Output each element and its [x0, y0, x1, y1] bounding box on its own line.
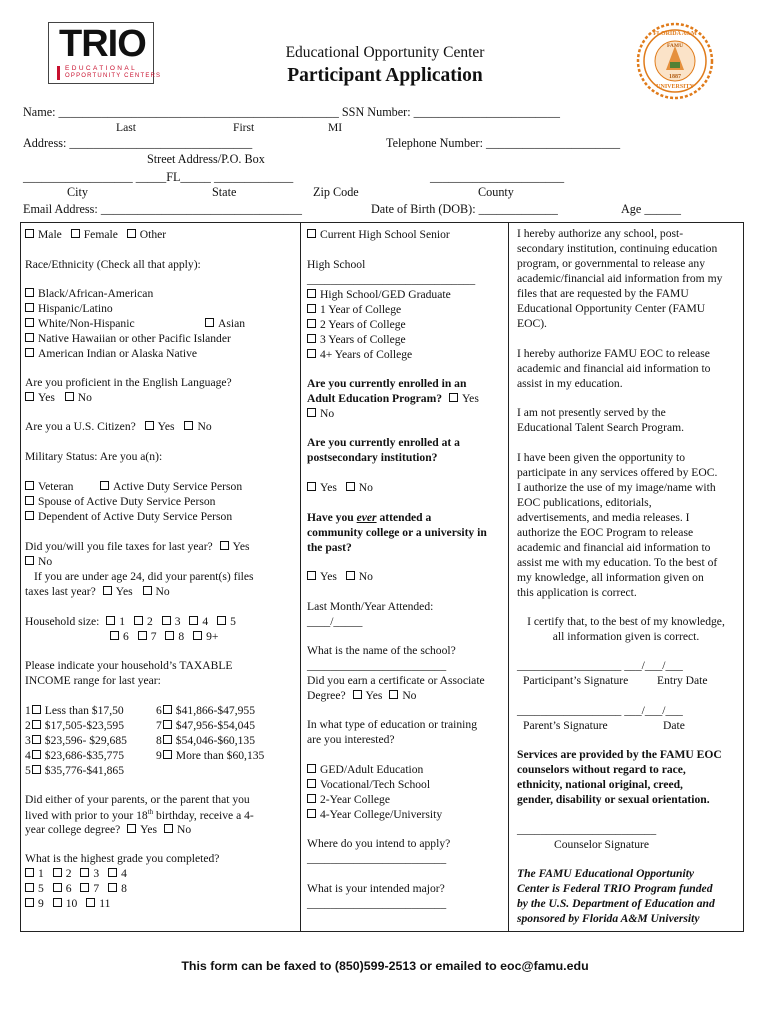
postsecondary-answers: Yes No [307, 481, 373, 494]
military-active-duty[interactable]: Active Duty Service Person [100, 480, 242, 493]
english-question: Are you proficient in the English Language? [25, 376, 232, 389]
last-attended-label: Last Month/Year Attended: [307, 600, 434, 613]
hs-senior-option[interactable]: Current High School Senior [307, 228, 450, 241]
race-option-pacific[interactable]: Native Hawaiian or other Pacific Islander [25, 332, 231, 345]
label-county: County [478, 185, 514, 199]
interest-4-year[interactable]: 4-Year College/University [307, 808, 442, 821]
interest-ged[interactable]: GED/Adult Education [307, 763, 423, 776]
label-street: Street Address/P.O. Box [147, 152, 265, 166]
apply-question: Where do you intend to apply? [307, 837, 451, 850]
hh-6-checkbox[interactable] [110, 631, 119, 640]
cc-question-3: the past? [307, 541, 352, 554]
grade-row-2: 5 6 7 8 [25, 882, 127, 895]
grade-question: What is the highest grade you completed? [25, 852, 220, 865]
household-row: Household size: 1 2 3 4 5 [25, 615, 236, 628]
edu-hs-grad[interactable]: High School/GED Graduate [307, 288, 451, 301]
hh-1-checkbox[interactable] [106, 616, 115, 625]
telephone-field[interactable]: Telephone Number: ______________________ [386, 136, 621, 150]
edu-1-year[interactable]: 1 Year of College [307, 303, 401, 316]
footer-contact: This form can be faxed to (850)599-2513 or emailed to eoc@famu.edu [181, 959, 589, 973]
race-option-native[interactable]: American Indian or Alaska Native [25, 347, 197, 360]
apply-field[interactable]: ________________________ [307, 852, 447, 865]
label-city: City [67, 185, 88, 199]
counselor-signature-label: Counselor Signature [554, 838, 649, 851]
major-field[interactable]: ________________________ [307, 897, 447, 910]
parent-taxes-yes-checkbox[interactable] [103, 586, 112, 595]
seal-bottom-text: UNIVERSITY [656, 84, 694, 90]
income-option-8[interactable]: 8 $54,046-$60,135 [156, 734, 256, 747]
header-center: Educational Opportunity Center [285, 44, 485, 61]
taxes-row: Did you/will you file taxes for last year? Yes [25, 540, 250, 553]
city-state-zip-field[interactable]: __________________ _____FL_____ _____________ [23, 170, 294, 184]
race-option-black[interactable]: Black/African-American [25, 287, 153, 300]
dob-field[interactable]: Date of Birth (DOB): _____________ [371, 202, 558, 216]
race-option-white[interactable]: White/Non-Hispanic [25, 317, 135, 330]
school-name-field[interactable]: ________________________ [307, 659, 447, 672]
hh-3-checkbox[interactable] [162, 616, 171, 625]
taxes-no[interactable]: No [25, 555, 52, 568]
cc-question: Have you ever attended a [307, 511, 432, 524]
parents-yes-checkbox[interactable] [127, 824, 136, 833]
address-field[interactable]: Address: ______________________________ [23, 136, 253, 150]
label-mi: MI [328, 121, 343, 134]
high-school-label: High School [307, 258, 366, 271]
counselor-signature-field[interactable]: ________________________ [517, 823, 657, 836]
postsecondary-no-checkbox[interactable] [346, 482, 355, 491]
income-option-4[interactable]: 4 $23,686-$35,775 [25, 749, 125, 762]
military-veteran[interactable]: Veteran [25, 480, 73, 493]
income-option-7[interactable]: 7 $47,956-$54,045 [156, 719, 256, 732]
age-field[interactable]: Age ______ [621, 202, 681, 216]
english-yes-checkbox[interactable] [25, 392, 34, 401]
adult-ed-yes-checkbox[interactable] [449, 393, 458, 402]
military-spouse[interactable]: Spouse of Active Duty Service Person [25, 495, 215, 508]
page-title: Participant Application [287, 65, 483, 86]
parents-question-1: Did either of your parents, or the parent that you [25, 793, 250, 806]
hh-8-checkbox[interactable] [165, 631, 174, 640]
grade-6-checkbox[interactable] [53, 883, 62, 892]
participant-signature-field[interactable]: __________________ ___/___/___ [517, 659, 683, 672]
military-question: Military Status: Are you a(n): [25, 450, 163, 463]
email-field[interactable]: Email Address: _________________________________ [23, 202, 302, 216]
trio-logo-wordmark: TRIO [59, 23, 146, 65]
middle-column [300, 222, 509, 932]
gender-row [25, 228, 166, 241]
income-option-1[interactable]: 1 Less than $17,50 [25, 704, 124, 717]
parents-question-2: lived with prior to your 18th birthday, receive a 4- [25, 808, 254, 822]
other-label: Other [139, 228, 167, 241]
entry-date-label: Entry Date [657, 674, 708, 687]
parent-signature-field[interactable]: __________________ ___/___/___ [517, 704, 683, 717]
taxes-yes-checkbox[interactable] [220, 541, 229, 550]
adult-ed-no[interactable]: No [307, 407, 334, 420]
grade-7-checkbox[interactable] [80, 883, 89, 892]
postsecondary-question: Are you currently enrolled at a [307, 436, 460, 449]
grade-8-checkbox[interactable] [108, 883, 117, 892]
male-checkbox[interactable] [25, 229, 34, 238]
edu-3-years[interactable]: 3 Years of College [307, 333, 406, 346]
cc-answers: Yes No [307, 570, 373, 583]
income-option-9[interactable]: 9 More than $60,135 [156, 749, 265, 762]
female-checkbox[interactable] [71, 229, 80, 238]
edu-4-years[interactable]: 4+ Years of College [307, 348, 412, 361]
under24-question: If you are under age 24, did your parent(s) files [34, 570, 254, 583]
postsecondary-yes-checkbox[interactable] [307, 482, 316, 491]
parent-taxes-no-checkbox[interactable] [143, 586, 152, 595]
adult-ed-row: Adult Education Program? Yes [307, 392, 479, 405]
income-option-3[interactable]: 3 $23,596- $29,685 [25, 734, 127, 747]
under24-row: taxes last year? Yes No [25, 585, 170, 598]
left-column [20, 222, 301, 932]
edu-2-years[interactable]: 2 Years of College [307, 318, 406, 331]
citizen-row: Are you a U.S. Citizen? Yes No [25, 420, 212, 433]
adult-ed-question: Are you currently enrolled in an [307, 377, 467, 390]
parents-row: year college degree? Yes No [25, 823, 192, 836]
grade-row-3: 9 10 11 [25, 897, 110, 910]
income-question-2: INCOME range for last year: [25, 674, 161, 687]
last-attended-field[interactable]: ____/_____ [307, 615, 363, 628]
military-dependent[interactable]: Dependent of Active Duty Service Person [25, 510, 232, 523]
trio-logo-sub2: OPPORTUNITY CENTERS [65, 73, 162, 79]
grade-9-checkbox[interactable] [25, 898, 34, 907]
seal-year: 1887 [669, 74, 681, 80]
income-option-2[interactable]: 2 $17,505-$23,595 [25, 719, 125, 732]
major-question: What is your intended major? [307, 882, 445, 895]
hh-5-checkbox[interactable] [217, 616, 226, 625]
income-option-5[interactable]: 5 $35,776-$41,865 [25, 764, 125, 777]
hh-9-checkbox[interactable] [193, 631, 202, 640]
citizen-yes-checkbox[interactable] [145, 421, 154, 430]
hh-7-checkbox[interactable] [138, 631, 147, 640]
grade-4-checkbox[interactable] [108, 868, 117, 877]
hh-4-checkbox[interactable] [189, 616, 198, 625]
female-label: Female [83, 228, 118, 241]
seal-top-text: FLORIDA A&M [653, 31, 697, 37]
right-column: I hereby authorize any school, post- secondary institution, continuing education program, or governmental to release any academic/financial aid information from my files that are requested by the FAMU Educational Opportunity Center (FAMU EOC). I hereby authorize FAMU EOC to release academic and financial aid information to assist in my education. I am not presently served by the Educational Talent Search Program. I have been given the opportunity to participate in any services offered by EOC. I authorize the use of my image/name with EOC publications, editorials, advertisements, and media releases. I authorize the EOC Program to release academic and financial aid information to assist me with my education. To the best of my knowledge, all information given on this application is correct. I certify that, to the best of my knowledge, all information given is correct. __________________ ___/___/___ Participant’s Signature Entry Date __________________ ___/___/___ Parent’s Signature Date Services are provided by the FAMU EOC counselors without regard to race, ethnicity, national original, creed, gender, disability or sexual orientation. ________________________ Counselor Signature The FAMU Educational Opportunity Center is Federal TRIO Program funded by the U.S. Department of Education and sponsored by Florida A&M University [508, 222, 744, 932]
interest-question-2: are you interested? [307, 733, 395, 746]
certificate-row: Degree? Yes No [307, 689, 417, 702]
date-label: Date [663, 719, 685, 732]
label-zip: Zip Code [313, 185, 359, 199]
certificate-question: Did you earn a certificate or Associate [307, 674, 485, 687]
cc-yes-checkbox[interactable] [307, 571, 316, 580]
interest-vocational[interactable]: Vocational/Tech School [307, 778, 430, 791]
income-option-6[interactable]: 6 $41,866-$47,955 [156, 704, 256, 717]
label-last: Last [116, 121, 136, 134]
citizen-no-checkbox[interactable] [184, 421, 193, 430]
trio-logo-sub1: EDUCATIONAL [65, 65, 138, 72]
english-no-checkbox[interactable] [65, 392, 74, 401]
race-option-asian[interactable]: Asian [205, 317, 245, 330]
income-question: Please indicate your household’s TAXABLE [25, 659, 233, 672]
county-field[interactable]: ______________________ [430, 170, 565, 184]
label-first: First [233, 121, 255, 134]
race-label: Race/Ethnicity (Check all that apply): [25, 258, 201, 271]
cc-no-checkbox[interactable] [346, 571, 355, 580]
english-answers: Yes No [25, 391, 92, 404]
participant-signature-label: Participant’s Signature [523, 674, 629, 687]
grade-10-checkbox[interactable] [53, 898, 62, 907]
household-row-2: 6 7 8 9+ [110, 630, 218, 643]
grade-1-checkbox[interactable] [25, 868, 34, 877]
race-option-hispanic[interactable]: Hispanic/Latino [25, 302, 113, 315]
high-school-field[interactable]: _____________________________ [307, 273, 476, 286]
parent-signature-label: Parent’s Signature [523, 719, 608, 732]
grade-row-1: 1 2 3 4 [25, 867, 127, 880]
seal-inner-text: FAMU [666, 43, 684, 49]
grade-2-checkbox[interactable] [53, 868, 62, 877]
school-name-question: What is the name of the school? [307, 644, 456, 657]
interest-question: In what type of education or training [307, 718, 477, 731]
parents-no-checkbox[interactable] [164, 824, 173, 833]
grade-5-checkbox[interactable] [25, 883, 34, 892]
certificate-no-checkbox[interactable] [389, 690, 398, 699]
postsecondary-question-2: postsecondary institution? [307, 451, 438, 464]
interest-2-year[interactable]: 2-Year College [307, 793, 390, 806]
grade-3-checkbox[interactable] [80, 868, 89, 877]
name-field[interactable]: Name: ______________________________________________ SSN Number: ________________________ [23, 105, 560, 119]
hh-2-checkbox[interactable] [134, 616, 143, 625]
other-checkbox[interactable] [127, 229, 136, 238]
male-label: Male [38, 228, 62, 241]
label-state: State [212, 185, 237, 199]
cc-question-2: community college or a university in [307, 526, 487, 539]
grade-11-checkbox[interactable] [86, 898, 95, 907]
certificate-yes-checkbox[interactable] [353, 690, 362, 699]
